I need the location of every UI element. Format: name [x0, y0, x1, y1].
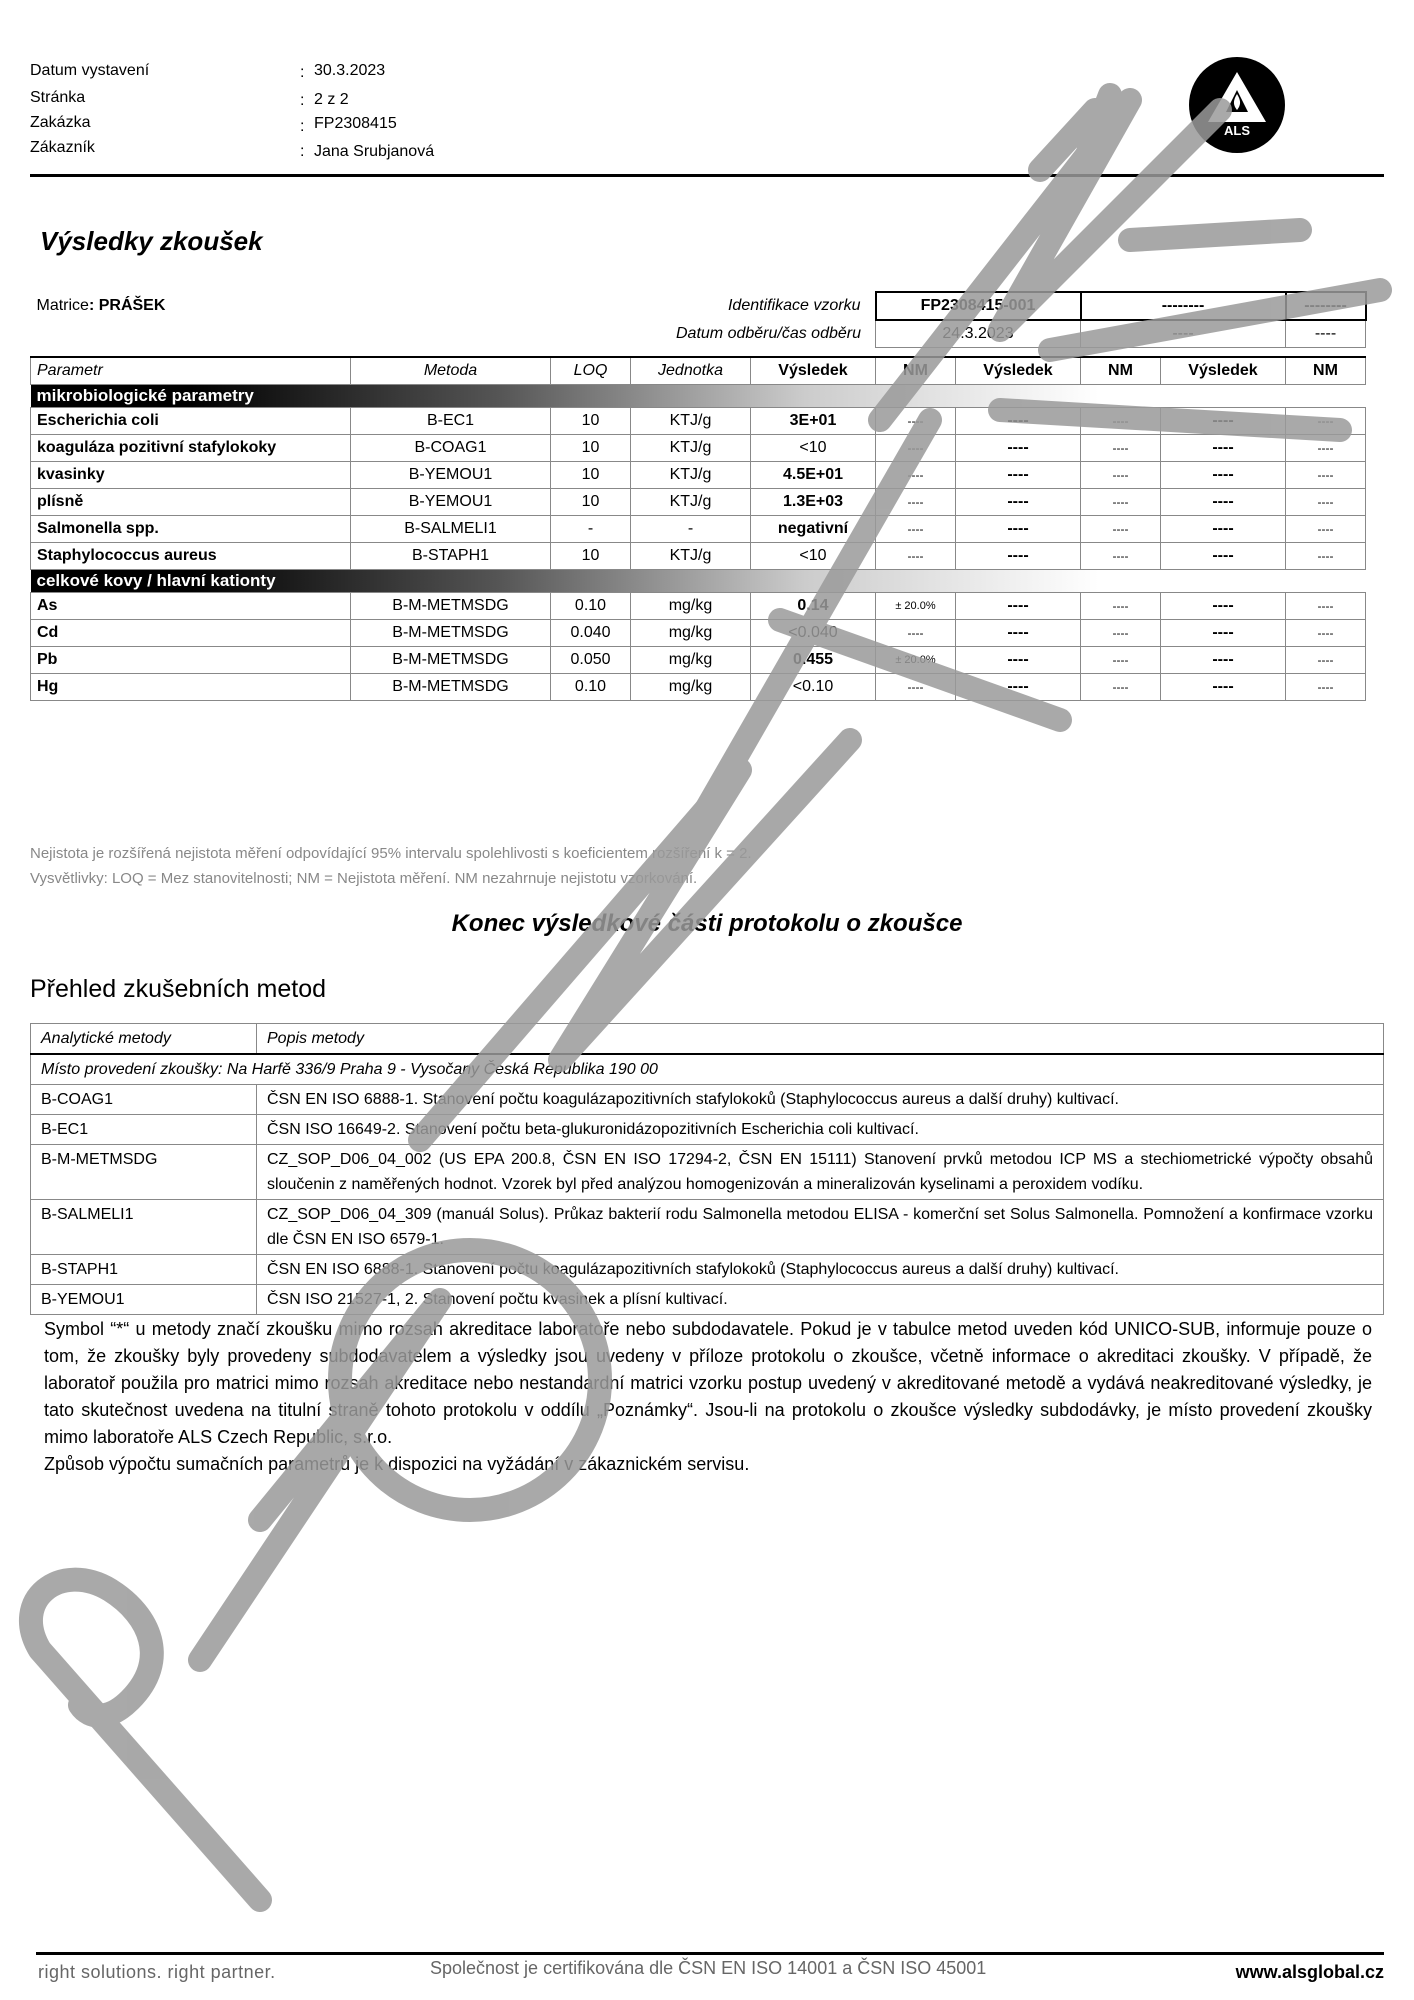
result-value-empty: ---- [1161, 543, 1286, 570]
parameter-name: As [31, 593, 351, 620]
col-loq: LOQ [551, 357, 631, 385]
nm-value-empty: ---- [1081, 435, 1161, 462]
method-description: ČSN EN ISO 6888-1. Stanovení počtu koagulázapozitivních stafylokoků (Staphylococcus aureus a další druhy) kultivací. [257, 1085, 1384, 1115]
result-value-empty: ---- [1161, 593, 1286, 620]
nm-value-empty: ---- [1286, 516, 1366, 543]
nm-value-empty: ---- [1286, 462, 1366, 489]
nm-value-empty: ---- [1081, 489, 1161, 516]
order-value: FP2308415 [314, 115, 397, 132]
result-value: 0.455 [751, 647, 876, 674]
page-label: Stránka [30, 89, 86, 106]
matrix-label: Matrice [36, 297, 89, 314]
method-description: CZ_SOP_D06_04_002 (US EPA 200.8, ČSN EN ISO 17294-2, ČSN EN 15111) Stanovení prvků metodou ICP MS a stechiometrické výpočty obsahů sloučenin z naměřených hodnot. Vzorek byl před analýzou homogenizován a mineralizován kyselinami a peroxidem vodíku. [257, 1145, 1384, 1200]
order-label: Zakázka [30, 114, 91, 131]
footer-divider [36, 1952, 1384, 1955]
col-result: Výsledek [1161, 357, 1286, 385]
loq-value: 10 [551, 489, 631, 516]
method-code: B-EC1 [31, 1115, 257, 1145]
loq-value: 10 [551, 543, 631, 570]
sample-1-id: FP2308415-001 [876, 292, 1081, 320]
calculation-note: Způsob výpočtu sumačních parametrů je k dispozici na vyžádání v zákaznickém servisu. [44, 1454, 750, 1474]
nm-value-empty: ---- [1286, 489, 1366, 516]
sample-3-date: ---- [1286, 320, 1366, 348]
methods-col-desc: Popis metody [257, 1024, 1384, 1055]
uncertainty-note: Nejistota je rozšířená nejistota měření odpovídající 95% intervalu spolehlivosti s koeficientem rozšíření k = 2. [30, 845, 752, 862]
unit: mg/kg [631, 593, 751, 620]
loq-value: 10 [551, 462, 631, 489]
customer-label: Zákazník [30, 139, 95, 156]
method-code: B-YEMOU1 [351, 462, 551, 489]
nm-value-empty: ---- [1081, 674, 1161, 701]
sample-3-id: -------- [1286, 292, 1366, 320]
sample-id-label: Identifikace vzorku [727, 297, 861, 314]
col-result: Výsledek [956, 357, 1081, 385]
col-parameter: Parametr [31, 357, 351, 385]
nm-value-empty: ---- [1286, 674, 1366, 701]
nm-value-empty: ---- [1286, 647, 1366, 674]
test-location: Místo provedení zkoušky: Na Harfě 336/9 Praha 9 - Vysočany Česká Republika 190 00 [31, 1054, 1384, 1085]
col-nm: NM [1286, 357, 1366, 385]
loq-value: 0.050 [551, 647, 631, 674]
colon: : [300, 92, 305, 109]
method-description: ČSN ISO 16649-2. Stanovení počtu beta-glukuronidázopozitivních Escherichia coli kultivací. [257, 1115, 1384, 1145]
loq-value: 10 [551, 408, 631, 435]
parameter-name: Pb [31, 647, 351, 674]
result-value: 1.3E+03 [751, 489, 876, 516]
loq-value: 0.10 [551, 593, 631, 620]
result-value-empty: ---- [1161, 489, 1286, 516]
table-row [31, 435, 1366, 462]
method-row [31, 1200, 1384, 1255]
table-row [31, 408, 1366, 435]
als-logo [1188, 56, 1286, 154]
nm-value-empty: ---- [1081, 408, 1161, 435]
parameter-name: plísně [31, 489, 351, 516]
method-description: ČSN EN ISO 6888-1. Stanovení počtu koagulázapozitivních stafylokoků (Staphylococcus aureus a další druhy) kultivací. [257, 1255, 1384, 1285]
colon: : [300, 143, 305, 160]
unit: KTJ/g [631, 408, 751, 435]
result-value-empty: ---- [1161, 620, 1286, 647]
issue-date-label: Datum vystavení [30, 62, 150, 79]
header-divider [30, 174, 1384, 177]
colon: : [300, 64, 305, 81]
parameter-name: Salmonella spp. [31, 516, 351, 543]
matrix-cell [31, 292, 551, 320]
footer-certification: Společnost je certifikována dle ČSN EN ISO 14001 a ČSN ISO 45001 [430, 1958, 987, 1978]
nm-value-empty: ---- [1081, 516, 1161, 543]
loq-value: 10 [551, 435, 631, 462]
result-value: negativní [751, 516, 876, 543]
page-value: 2 z 2 [314, 91, 349, 108]
result-value: <0.10 [751, 674, 876, 701]
result-value-empty: ---- [956, 647, 1081, 674]
table-row [31, 516, 1366, 543]
result-value-empty: ---- [956, 408, 1081, 435]
unit: mg/kg [631, 647, 751, 674]
symbol-paragraph: Symbol “*“ u metody značí zkoušku mimo rozsah akreditace laboratoře nebo subdodavatele. Pokud je v tabulce metod uveden kód UNICO-SUB, informuje pouze o tom, že zkoušky byly provedeny subdodavatelem a výsledky jsou uvedeny v příloze protokolu o zkoušce, včetně informace o akreditaci zkoušky. V případě, že laboratoř použila pro matrici mimo rozsah akreditace nebo nestandardní matrici vzorku postup uvedený v akreditované metodě a vydává neakreditované výsledky, je tato skutečnost uvedena na titulní straně tohoto protokolu v oddílu „Poznámky“. Jsou-li na protokolu o zkoušce výsledky subdodávky, je místo provedení zkoušky mimo laboratoře ALS Czech Republic, s.r.o. [44, 1319, 1372, 1447]
result-value-empty: ---- [1161, 674, 1286, 701]
result-value: <10 [751, 435, 876, 462]
parameter-name: Cd [31, 620, 351, 647]
method-row [31, 1085, 1384, 1115]
nm-value: ---- [876, 489, 956, 516]
result-value-empty: ---- [956, 593, 1081, 620]
method-code: B-COAG1 [31, 1085, 257, 1115]
nm-value: ---- [876, 462, 956, 489]
method-code: B-YEMOU1 [31, 1285, 257, 1315]
method-code: B-STAPH1 [31, 1255, 257, 1285]
nm-value: ---- [876, 674, 956, 701]
unit: mg/kg [631, 620, 751, 647]
nm-value-empty: ---- [1081, 593, 1161, 620]
results-title: Výsledky zkoušek [40, 226, 263, 256]
result-value-empty: ---- [1161, 462, 1286, 489]
section-metals-rows [31, 593, 1366, 701]
table-row [31, 593, 1366, 620]
table-row [31, 620, 1366, 647]
result-value: <0.040 [751, 620, 876, 647]
customer-value: Jana Srubjanová [314, 143, 435, 160]
col-result: Výsledek [751, 357, 876, 385]
issue-date-value: 30.3.2023 [314, 62, 386, 79]
method-row [31, 1285, 1384, 1315]
unit: KTJ/g [631, 489, 751, 516]
col-nm: NM [876, 357, 956, 385]
nm-value: ± 20.0% [876, 647, 956, 674]
footer-website-link[interactable]: www.alsglobal.cz [1235, 1962, 1384, 1982]
end-of-results-title: Konec výsledkové části protokolu o zkoušce [451, 910, 963, 937]
results-table [30, 291, 1367, 701]
nm-value: ± 20.0% [876, 593, 956, 620]
methods-col-method: Analytické metody [31, 1024, 257, 1055]
section-heading: celkové kovy / hlavní kationty [31, 570, 1366, 593]
matrix-value: : PRÁŠEK [88, 297, 166, 314]
col-unit: Jednotka [631, 357, 751, 385]
nm-value-empty: ---- [1286, 408, 1366, 435]
loq-value: - [551, 516, 631, 543]
symbol-explanation [44, 1316, 1372, 1478]
method-description: CZ_SOP_D06_04_309 (manuál Solus). Průkaz bakterií rodu Salmonella metodou ELISA - komerční set Solus Salmonella. Pomnožení a konfirmace vzorku dle ČSN EN ISO 6579-1. [257, 1200, 1384, 1255]
result-value: 3E+01 [751, 408, 876, 435]
nm-value: ---- [876, 543, 956, 570]
unit: KTJ/g [631, 543, 751, 570]
result-value-empty: ---- [1161, 647, 1286, 674]
nm-value-empty: ---- [1081, 543, 1161, 570]
parameter-name: kvasinky [31, 462, 351, 489]
method-code: B-SALMELI1 [31, 1200, 257, 1255]
method-code: B-SALMELI1 [351, 516, 551, 543]
result-value-empty: ---- [956, 489, 1081, 516]
result-value-empty: ---- [956, 620, 1081, 647]
table-row [31, 674, 1366, 701]
col-nm: NM [1081, 357, 1161, 385]
table-row [31, 543, 1366, 570]
method-code: B-COAG1 [351, 435, 551, 462]
section-microbiology-rows [31, 408, 1366, 570]
footer-slogan: right solutions. right partner. [38, 1962, 276, 1982]
parameter-name: koaguláza pozitivní stafylokoky [31, 435, 351, 462]
colon: : [300, 118, 305, 135]
nm-value-empty: ---- [1286, 435, 1366, 462]
nm-value: ---- [876, 516, 956, 543]
method-code: B-M-METMSDG [351, 593, 551, 620]
method-code: B-M-METMSDG [351, 620, 551, 647]
sample-date-label: Datum odběru/čas odběru [676, 324, 861, 342]
methods-table [30, 1023, 1384, 1315]
method-code: B-YEMOU1 [351, 489, 551, 516]
method-code: B-STAPH1 [351, 543, 551, 570]
nm-value-empty: ---- [1286, 543, 1366, 570]
nm-value: ---- [876, 620, 956, 647]
nm-value-empty: ---- [1286, 620, 1366, 647]
table-row [31, 462, 1366, 489]
method-code: B-EC1 [351, 408, 551, 435]
legend-note: Vysvětlivky: LOQ = Mez stanovitelnosti; NM = Nejistota měření. NM nezahrnuje nejistotu vzorkování. [30, 870, 698, 887]
result-value-empty: ---- [1161, 516, 1286, 543]
method-row [31, 1115, 1384, 1145]
method-code: B-M-METMSDG [351, 647, 551, 674]
unit: - [631, 516, 751, 543]
unit: KTJ/g [631, 462, 751, 489]
parameter-name: Escherichia coli [31, 408, 351, 435]
parameter-name: Staphylococcus aureus [31, 543, 351, 570]
methods-title: Přehled zkušebních metod [30, 975, 327, 1003]
result-value-empty: ---- [956, 435, 1081, 462]
result-value: 4.5E+01 [751, 462, 876, 489]
result-value-empty: ---- [1161, 408, 1286, 435]
unit: KTJ/g [631, 435, 751, 462]
nm-value-empty: ---- [1081, 620, 1161, 647]
result-value-empty: ---- [956, 516, 1081, 543]
result-value: 0.14 [751, 593, 876, 620]
section-heading: mikrobiologické parametry [31, 385, 1366, 408]
nm-value: ---- [876, 408, 956, 435]
nm-value-empty: ---- [1081, 647, 1161, 674]
method-description: ČSN ISO 21527-1, 2. Stanovení počtu kvasinek a plísní kultivací. [257, 1285, 1384, 1315]
table-row [31, 647, 1366, 674]
result-value: <10 [751, 543, 876, 570]
method-code: B-M-METMSDG [351, 674, 551, 701]
sample-2-id: -------- [1081, 292, 1286, 320]
result-value-empty: ---- [1161, 435, 1286, 462]
method-row [31, 1145, 1384, 1200]
result-value-empty: ---- [956, 462, 1081, 489]
table-row [31, 489, 1366, 516]
nm-value-empty: ---- [1081, 462, 1161, 489]
svg-text:ALS: ALS [1224, 123, 1250, 138]
sample-1-date: 24.3.2023 [876, 320, 1081, 348]
method-code: B-M-METMSDG [31, 1145, 257, 1200]
nm-value: ---- [876, 435, 956, 462]
loq-value: 0.040 [551, 620, 631, 647]
result-value-empty: ---- [956, 674, 1081, 701]
sample-2-date: ---- [1081, 320, 1286, 348]
loq-value: 0.10 [551, 674, 631, 701]
result-value-empty: ---- [956, 543, 1081, 570]
nm-value-empty: ---- [1286, 593, 1366, 620]
method-row [31, 1255, 1384, 1285]
parameter-name: Hg [31, 674, 351, 701]
unit: mg/kg [631, 674, 751, 701]
col-method: Metoda [351, 357, 551, 385]
